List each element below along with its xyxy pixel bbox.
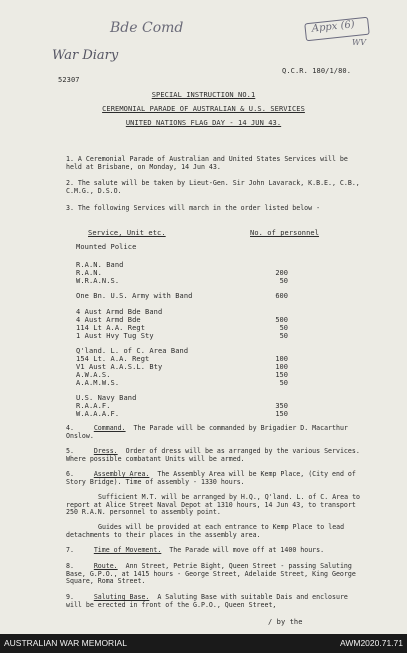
handwritten-margin-note: War Diary — [52, 48, 119, 63]
paragraph-6-title: Assembly Area. — [93, 470, 150, 478]
paragraph-8 — [66, 563, 366, 586]
unit-personnel: 350 — [275, 402, 288, 410]
paragraph-2: 2. The salute will be taken by Lieut-Gen. Sir John Lavarack, K.B.E., C.B., C.M.G., D.S.O. — [66, 179, 360, 195]
unit-personnel: 600 — [275, 292, 288, 300]
table-header-personnel: No. of personnel — [250, 229, 320, 237]
unit-name: A.A.M.W.S. — [76, 379, 120, 387]
unit-personnel: 50 — [279, 324, 288, 332]
unit-name: 154 Lt. A.A. Regt — [76, 355, 150, 363]
footer-institution: AUSTRALIAN WAR MEMORIAL — [4, 638, 127, 648]
unit-personnel: 50 — [279, 379, 288, 387]
appendix-stamp-text: Appx (6) — [311, 19, 356, 35]
paragraph-6 — [66, 471, 366, 486]
unit-name: V1 Aust A.A.S.L. Bty — [76, 363, 163, 371]
paragraph-4-number: 4. — [66, 424, 74, 432]
unit-personnel: 150 — [275, 410, 288, 418]
paragraph-5 — [66, 448, 366, 463]
unit-personnel: 50 — [279, 332, 288, 340]
unit-name: R.A.A.F. — [76, 402, 111, 410]
unit-name: 4 Aust Armd Bde Band — [76, 308, 163, 316]
reference-left: 52307 — [58, 76, 80, 84]
unit-personnel: 500 — [275, 316, 288, 324]
footer-accession-number: AWM2020.71.71 — [340, 638, 403, 648]
paragraph-9-title: Saluting Base. — [93, 593, 150, 601]
unit-name: U.S. Navy Band — [76, 394, 137, 402]
unit-name: 4 Aust Armd Bde — [76, 316, 141, 324]
paragraph-9-number: 9. — [66, 593, 74, 601]
unit-personnel: 100 — [275, 363, 288, 371]
paragraph-6-text: The Assembly Area will be Kemp Place, (City end of Story Bridge). Time of assembly - 1330 hours. — [66, 470, 356, 486]
heading-ceremonial-parade: CEREMONIAL PARADE OF AUSTRALIAN & U.S. SERVICES — [102, 105, 305, 113]
heading-flag-day: UNITED NATIONS FLAG DAY - 14 JUN 43. — [125, 119, 282, 127]
paragraph-8-text: Ann Street, Petrie Bight, Queen Street - passing Saluting Base, G.P.O., at 1415 hours - George Street, Adelaide Street, King George Square, Roma Street. — [66, 562, 356, 586]
unit-name: One Bn. U.S. Army with Band — [76, 292, 193, 300]
paragraph-6-guides: Guides will be provided at each entrance to Kemp Place to lead detachments to their places in the assembly area. — [66, 523, 345, 539]
paragraph-5-text: Order of dress will be as arranged by the various Services. Where possible combatant Units will be armed. — [66, 447, 360, 463]
unit-name: R.A.N. — [76, 269, 102, 277]
reference-right: Q.C.R. 180/1/80. — [282, 67, 352, 75]
paragraph-7-text: The Parade will move off at 1400 hours. — [169, 546, 325, 554]
paragraph-3: 3. The following Services will march in the order listed below - — [66, 204, 321, 212]
unit-name: Mounted Police — [76, 243, 137, 251]
unit-personnel: 150 — [275, 371, 288, 379]
paragraph-1: 1. A Ceremonial Parade of Australian and United States Services will be held at Brisbane, on Monday, 14 Jun 43. — [66, 155, 348, 171]
unit-name: R.A.N. Band — [76, 261, 124, 269]
unit-name: Q'land. L. of C. Area Band — [76, 347, 189, 355]
unit-name: W.A.A.A.F. — [76, 410, 120, 418]
paragraph-6-number: 6. — [66, 470, 74, 478]
paragraph-4 — [66, 425, 366, 440]
unit-personnel: 100 — [275, 355, 288, 363]
unit-name: 1 Aust Hvy Tug Sty — [76, 332, 154, 340]
paragraph-6-transport: Sufficient M.T. will be arranged by H.Q., Q'land. L. of C. Area to report at Alice Street Naval Depot at 1310 hours, 14 Jun 43, to transport 250 R.A.N. personnel to assembly point. — [66, 493, 361, 517]
unit-name: W.R.A.N.S. — [76, 277, 120, 285]
paragraph-7-title: Time of Movement. — [93, 546, 162, 554]
archive-footer — [0, 634, 407, 653]
paragraph-5-title: Dress. — [93, 447, 118, 455]
continuation-marker: / by the — [268, 618, 303, 626]
unit-personnel: 50 — [279, 277, 288, 285]
unit-name: A.W.A.S. — [76, 371, 111, 379]
handwritten-top-note: Bde Comd — [110, 20, 184, 36]
unit-personnel: 200 — [275, 269, 288, 277]
paragraph-7 — [66, 547, 366, 555]
paragraph-7-number: 7. — [66, 546, 74, 554]
heading-special-instruction: SPECIAL INSTRUCTION NO.1 — [151, 91, 256, 99]
table-header-service: Service, Unit etc. — [88, 229, 166, 237]
paragraph-5-number: 5. — [66, 447, 74, 455]
paragraph-9 — [66, 594, 366, 609]
paragraph-4-text: The Parade will be commanded by Brigadier D. Macarthur Onslow. — [66, 424, 348, 440]
paragraph-4-title: Command. — [93, 424, 126, 432]
paragraph-8-number: 8. — [66, 562, 74, 570]
paragraph-9-text: A Saluting Base with suitable Dais and enclosure will be erected in front of the G.P.O., Queen Street, — [66, 593, 348, 609]
paragraph-8-title: Route. — [93, 562, 118, 570]
handwritten-initials: WV — [352, 38, 366, 47]
unit-name: 114 Lt A.A. Regt — [76, 324, 146, 332]
